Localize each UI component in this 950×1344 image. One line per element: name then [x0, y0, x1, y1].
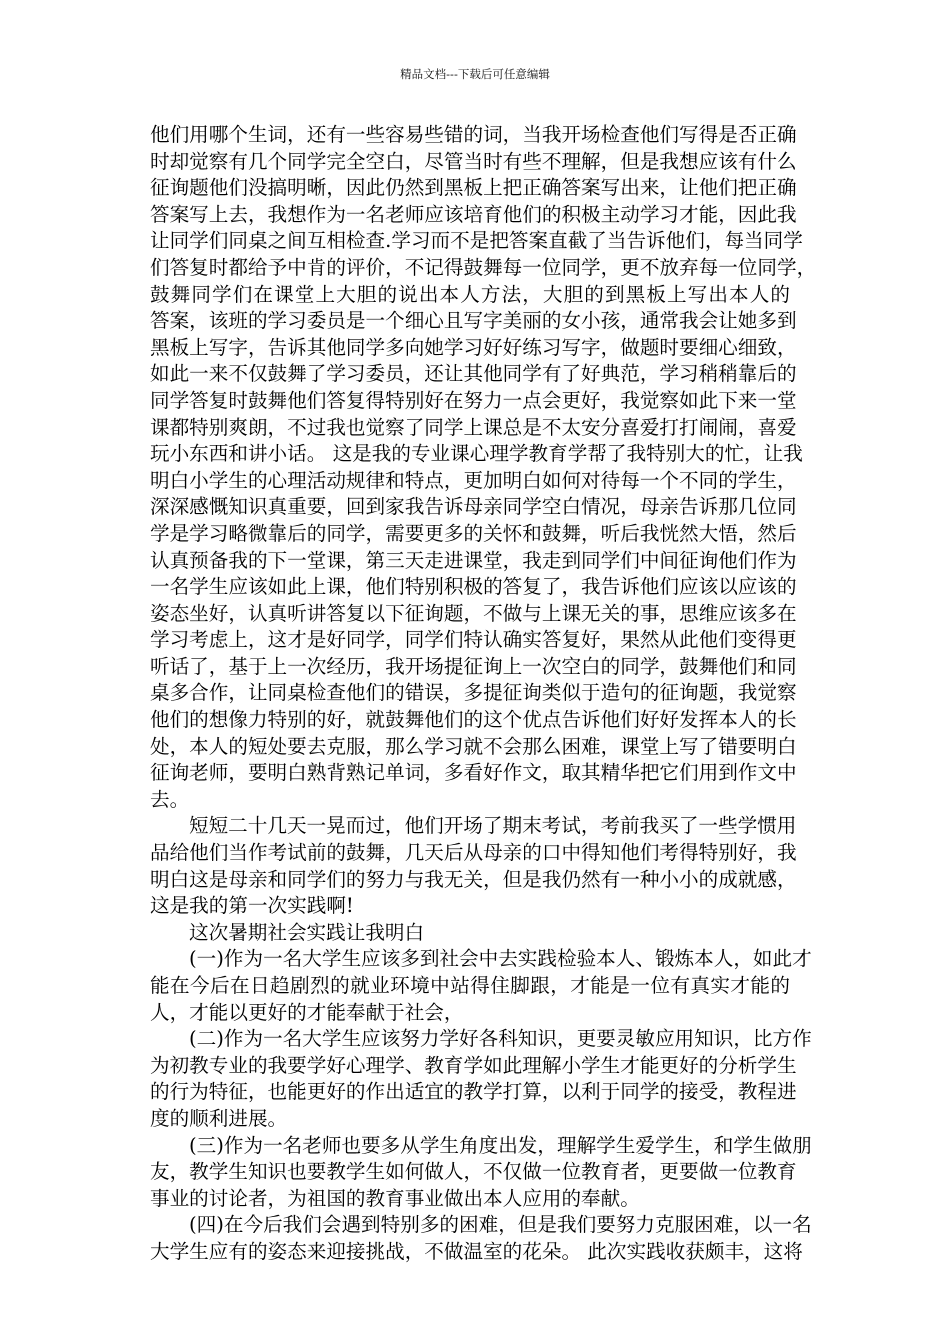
text-line: 学习考虑上，这才是好同学，同学们特认确实答复好，果然从此他们变得更 [150, 628, 797, 652]
text-line: (二)作为一名大学生应该努力学好各科知识，更要灵敏应用知识，比方作 [189, 1027, 812, 1051]
text-line: 深深感慨知识真重要，回到家我告诉母亲同学空白情况，母亲告诉那几位同 [150, 495, 797, 519]
text-line: 们答复时都给予中肯的评价，不记得鼓舞每一位同学，更不放弃每一位同学， [150, 255, 817, 279]
text-line: 大学生应有的姿态来迎接挑战，不做温室的花朵。 此次实践收获颇丰，这将 [150, 1239, 803, 1263]
text-line: 听话了，基于上一次经历，我开场提征询上一次空白的同学，鼓舞他们和同 [150, 654, 797, 678]
text-line: 征询老师，要明白熟背熟记单词，多看好作文，取其精华把它们用到作文中 [150, 761, 797, 785]
text-line: 去。 [150, 787, 190, 811]
text-line: (一)作为一名大学生应该多到社会中去实践检验本人、锻炼本人，如此才 [189, 947, 812, 971]
text-line: 人，才能以更好的才能奉献于社会， [150, 1000, 464, 1024]
text-line: 明白这是母亲和同学们的努力与我无关，但是我仍然有一种小小的成就感， [150, 867, 797, 891]
text-line: 学是学习略微靠后的同学，需要更多的关怀和鼓舞，听后我恍然大悟，然后 [150, 521, 797, 545]
text-line: 黑板上写字，告诉其他同学多向她学习好好练习写字，做题时要细心细致， [150, 335, 797, 359]
text-line: 处，本人的短处要去克服，那么学习就不会那么困难，课堂上写了错要明白 [150, 734, 797, 758]
text-line: 度的顺利进展。 [150, 1106, 288, 1130]
page-header: 精品文档---下载后可任意编辑 [400, 67, 550, 81]
text-line: 课都特别爽朗，不过我也觉察了同学上课总是不太安分喜爱打打闹闹，喜爱 [150, 415, 797, 439]
text-line: 时却觉察有几个同学完全空白，尽管当时有些不理解，但是我想应该有什么 [150, 149, 797, 173]
text-line: 让同学们同桌之间互相检查.学习而不是把答案直截了当告诉他们，每当同学 [150, 229, 803, 253]
text-line: 如此一来不仅鼓舞了学习委员，还让其他同学有了好典范，学习稍稍靠后的 [150, 362, 797, 386]
text-line: 明白小学生的心理活动规律和特点，更加明白如何对待每一个不同的学生， [150, 468, 797, 492]
text-line: 姿态坐好，认真听讲答复以下征询题，不做与上课无关的事，思维应该多在 [150, 601, 797, 625]
text-line: 认真预备我的下一堂课，第三天走进课堂，我走到同学们中间征询他们作为 [150, 548, 797, 572]
text-line: 桌多合作，让同桌检查他们的错误，多提征询类似于造句的征询题，我觉察 [150, 681, 797, 705]
text-line: 品给他们当作考试前的鼓舞，几天后从母亲的口中得知他们考得特别好，我 [150, 841, 797, 865]
text-line: 的行为特征，也能更好的作出适宜的教学打算，以利于同学的接受，教程进 [150, 1080, 797, 1104]
text-line: 一名学生应该如此上课，他们特别积极的答复了，我告诉他们应该以应该的 [150, 575, 797, 599]
document-body [150, 122, 817, 1266]
text-line: 他们的想像力特别的好，就鼓舞他们的这个优点告诉他们好好发挥本人的长 [150, 708, 797, 732]
text-line: 短短二十几天一晃而过，他们开场了期末考试，考前我买了一些学惯用 [189, 814, 797, 838]
text-line: 答案写上去，我想作为一名老师应该培育他们的积极主动学习才能，因此我 [150, 202, 797, 226]
text-line: 同学答复时鼓舞他们答复得特别好在努力一点会更好，我觉察如此下来一堂 [150, 388, 797, 412]
text-line: 征询题他们没搞明晰，因此仍然到黑板上把正确答案写出来，让他们把正确 [150, 176, 797, 200]
text-line: 友，教学生知识也要教学生如何做人，不仅做一位教育者，更要做一位教育 [150, 1160, 797, 1184]
text-line: 这次暑期社会实践让我明白 [189, 920, 425, 944]
text-line: 鼓舞同学们在课堂上大胆的说出本人方法，大胆的到黑板上写出本人的 [150, 282, 790, 306]
text-line: 他们用哪个生词，还有一些容易些错的词，当我开场检查他们写得是否正确 [150, 123, 797, 146]
text-line: 玩小东西和讲小话。 这是我的专业课心理学教育学帮了我特别大的忙，让我 [150, 442, 803, 466]
text-line: 答案，该班的学习委员是一个细心且写字美丽的女小孩，通常我会让她多到 [150, 309, 797, 333]
text-line: 能在今后在日趋剧烈的就业环境中站得住脚跟，才能是一位有真实才能的 [150, 974, 790, 997]
text-line: 为初教专业的我要学好心理学、教育学如此理解小学生才能更好的分析学生 [150, 1053, 797, 1077]
text-line: 事业的讨论者，为祖国的教育事业做出本人应用的奉献。 [150, 1186, 640, 1210]
text-line: (三)作为一名老师也要多从学生角度出发，理解学生爱学生，和学生做朋 [189, 1133, 812, 1157]
text-line: (四)在今后我们会遇到特别多的困难，但是我们要努力克服困难，以一名 [189, 1213, 812, 1237]
text-line: 这是我的第一次实践啊! [150, 894, 354, 918]
